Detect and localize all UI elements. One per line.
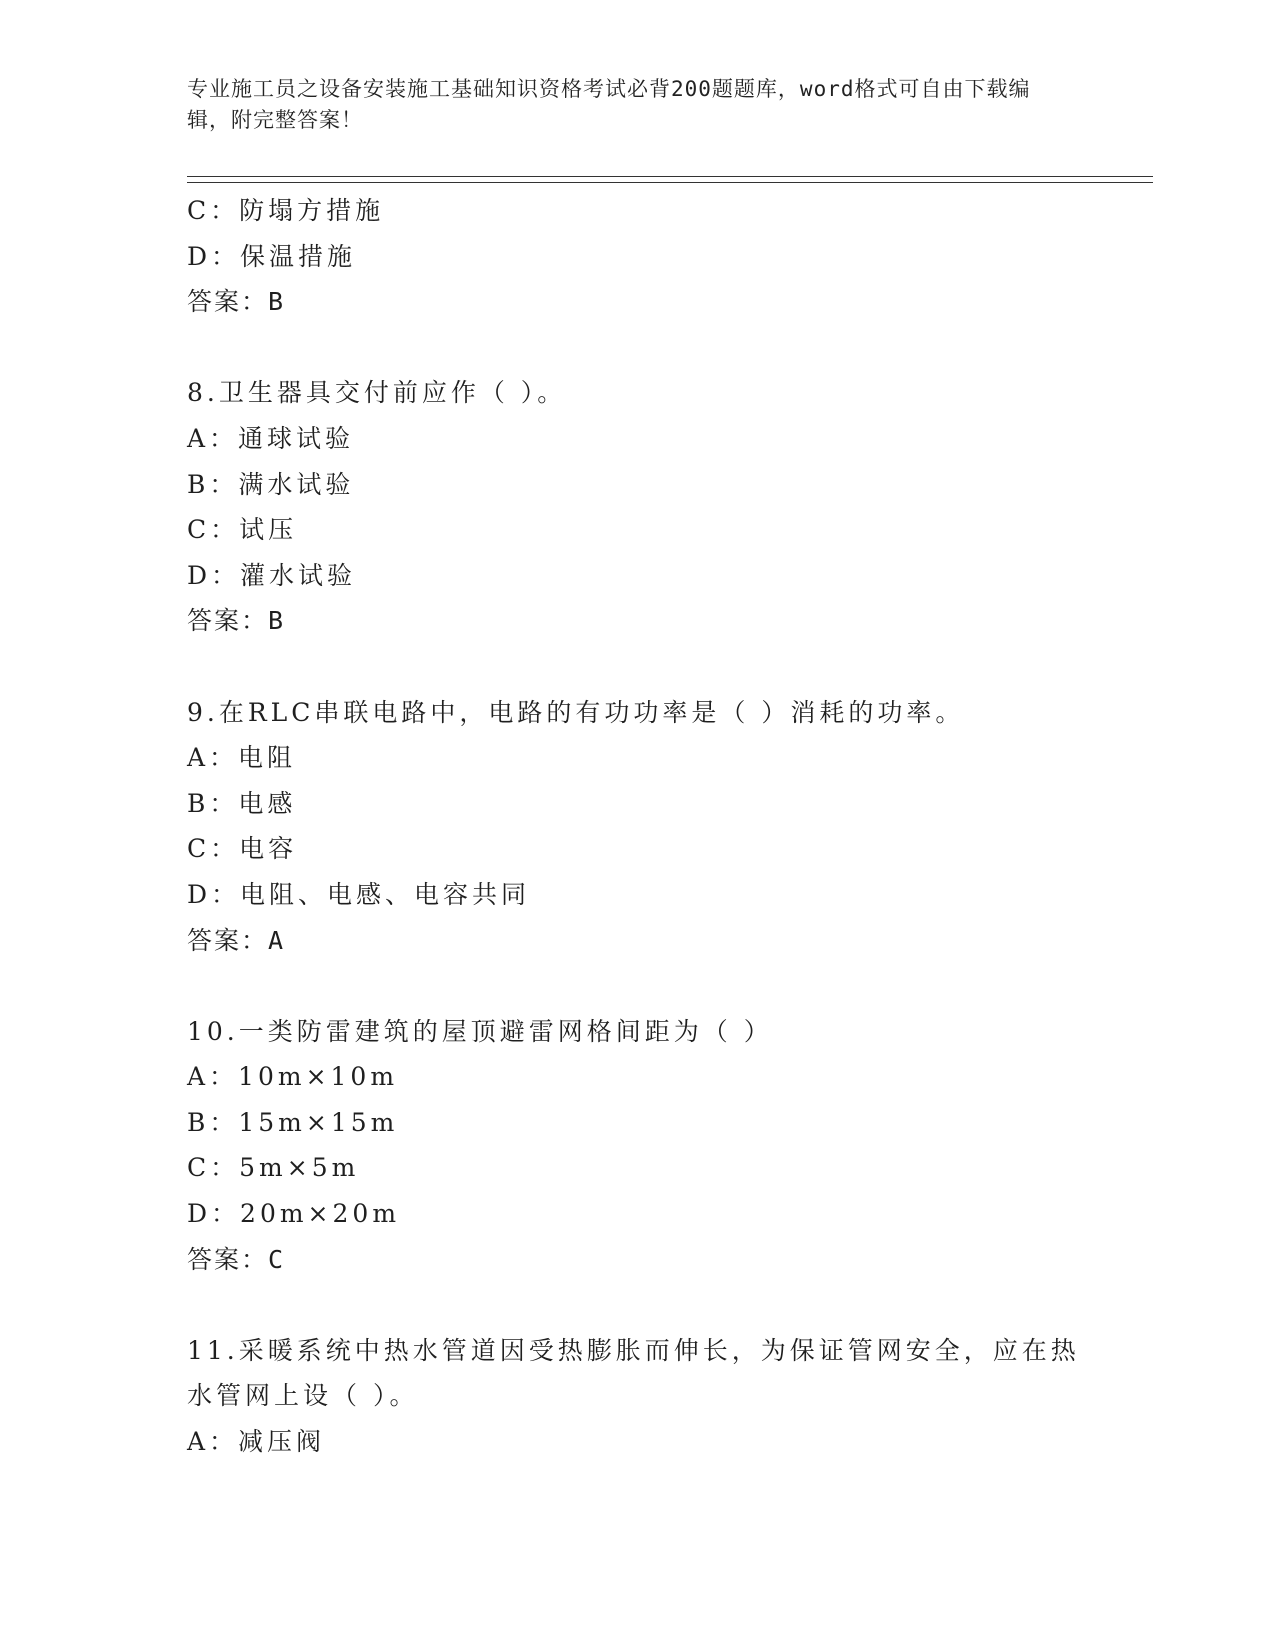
question-stem: 9.在RLC串联电路中，电路的有功功率是（ ）消耗的功率。 (187, 697, 965, 727)
spacer (187, 644, 1087, 690)
answer-label: 答案： (187, 925, 269, 955)
option-c: C：试压 (187, 515, 298, 545)
answer-line (187, 598, 1087, 644)
answer-label: 答案： (187, 606, 269, 636)
option-c: C：电容 (187, 834, 298, 864)
option-a: A：电阻 (187, 743, 297, 773)
header-rule-bottom (187, 182, 1153, 183)
answer-value: B (268, 606, 286, 636)
question-stem-line-2: 水管网上设（ ）。 (187, 1381, 419, 1411)
option-a: A：通球试验 (187, 423, 355, 453)
option-a: A：减压阀 (187, 1427, 326, 1457)
option-c: C：防塌方措施 (187, 196, 385, 225)
answer-value: B (268, 287, 286, 317)
spacer (187, 963, 1087, 1009)
question-list (187, 188, 1087, 1465)
option-d: D：保温措施 (187, 241, 357, 271)
option-c: C：5m×5m (187, 1153, 360, 1183)
option-d: D：电阻、电感、电容共同 (187, 879, 531, 909)
question-stem: 10.一类防雷建筑的屋顶避雷网格间距为（ ） (187, 1016, 773, 1046)
header-rule-top (187, 176, 1153, 177)
answer-label: 答案： (187, 1244, 269, 1274)
answer-line (187, 279, 1087, 325)
option-b: B：满水试验 (187, 469, 355, 499)
spacer (187, 1282, 1087, 1328)
option-d: D：灌水试验 (187, 560, 357, 590)
answer-line (187, 918, 1087, 964)
option-d: D：20m×20m (187, 1199, 401, 1229)
question-stem: 8.卫生器具交付前应作（ ）。 (187, 378, 567, 408)
option-a: A：10m×10m (187, 1062, 399, 1092)
document-header: 专业施工员之设备安装施工基础知识资格考试必背200题题库，word格式可自由下载编辑，附完整答案！ (187, 77, 1031, 132)
option-b: B：15m×15m (187, 1107, 399, 1137)
option-b: B：电感 (187, 788, 297, 818)
spacer (187, 325, 1087, 371)
answer-line (187, 1237, 1087, 1283)
answer-value: A (268, 925, 286, 955)
answer-label: 答案： (187, 287, 269, 317)
question-stem-line-1: 11.采暖系统中热水管道因受热膨胀而伸长，为保证管网安全，应在热 (187, 1335, 1080, 1365)
answer-value: C (268, 1244, 286, 1274)
